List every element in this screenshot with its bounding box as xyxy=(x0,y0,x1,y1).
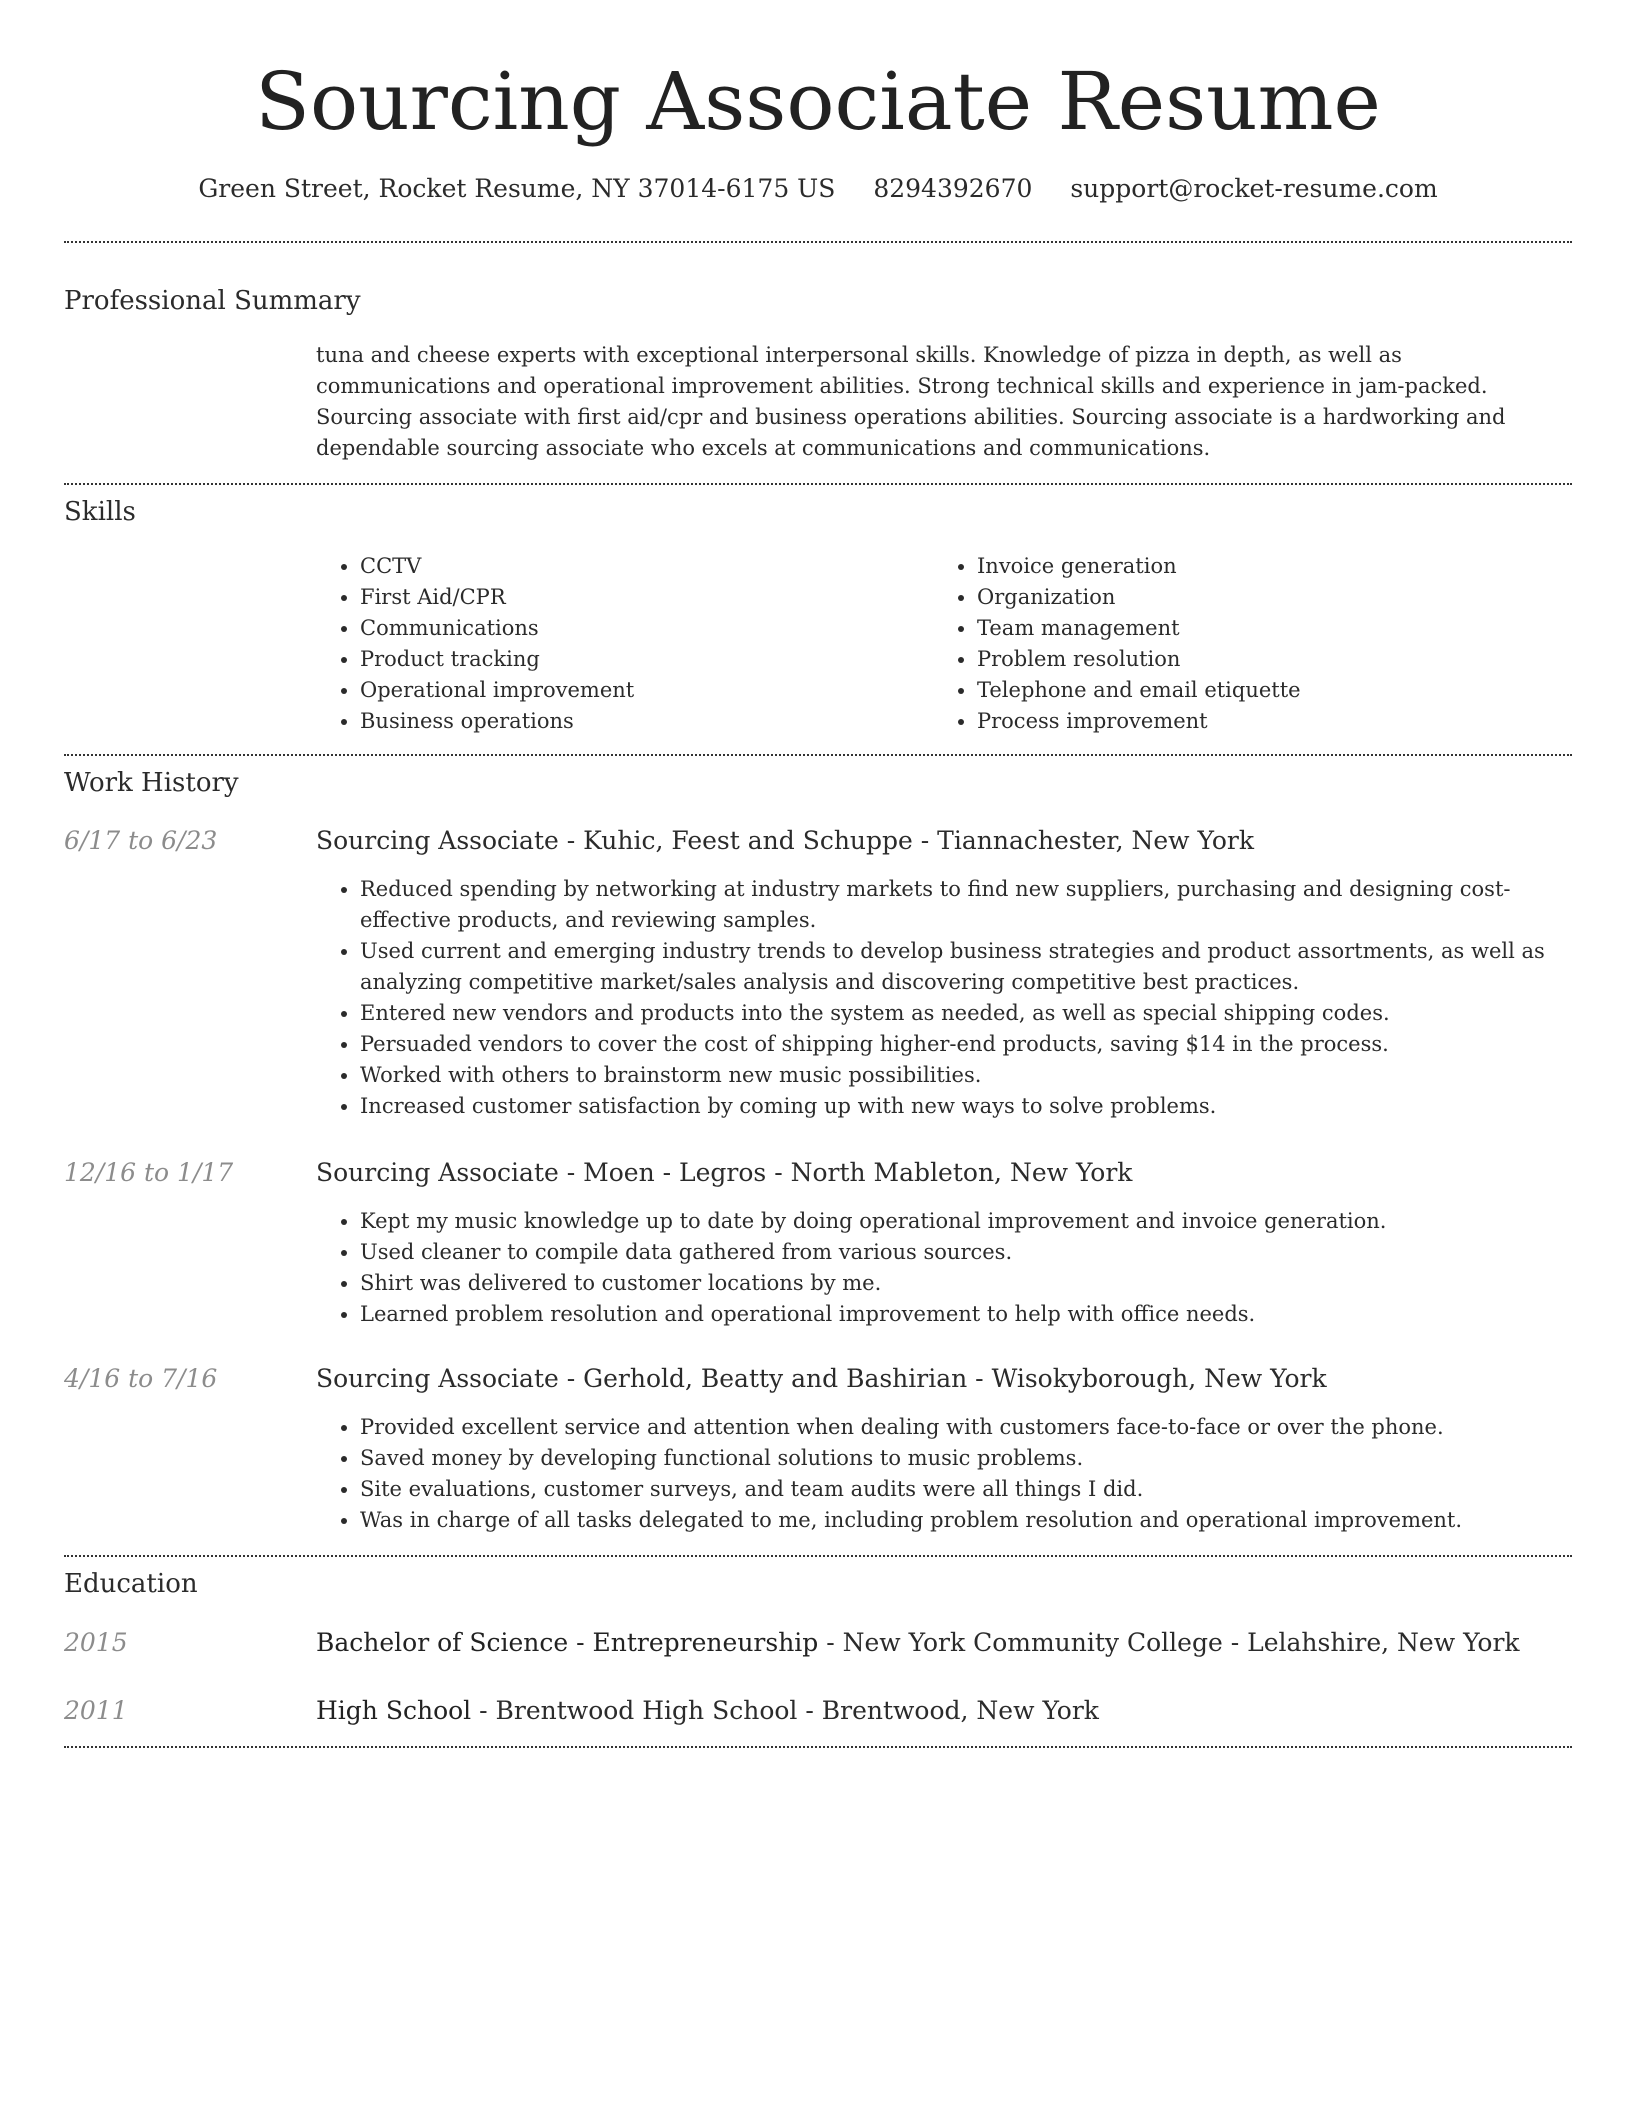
summary-text: tuna and cheese experts with exceptional interpersonal skills. Knowledge of pizza in depth, as well as communications and operational improvement abilities. Strong technical skills and experience in jam-packed. Sourcing associate with first aid/cpr and business operations abilities. Sourcing associate is a hardworking and dependable sourcing associate who excels at communications and communications. xyxy=(316,343,1506,460)
job-title: Sourcing Associate - Moen - Legros - North Mableton, New York xyxy=(316,1158,1133,1187)
skill-item: • Invoice generation xyxy=(977,551,1533,582)
contact-line xyxy=(64,170,1572,208)
job-bullet: • Saved money by developing functional solutions to music problems. xyxy=(360,1443,1572,1474)
skill-item: • Problem resolution xyxy=(977,644,1533,675)
job-bullet: • Kept my music knowledge up to date by doing operational improvement and invoice generation. xyxy=(360,1206,1572,1237)
resume-page xyxy=(64,0,1572,2112)
job-bullet: • Used cleaner to compile data gathered from various sources. xyxy=(360,1237,1572,1268)
skill-item: • CCTV xyxy=(360,551,916,582)
education-entry xyxy=(316,1694,1099,1728)
education-degree: High School xyxy=(316,1696,472,1725)
section-title-work: Work History xyxy=(64,768,239,798)
job-dates: 12/16 to 1/17 xyxy=(64,1158,234,1187)
skill-item: • Telephone and email etiquette xyxy=(977,675,1533,706)
divider xyxy=(64,1555,1572,1557)
skills-list-right xyxy=(933,551,1533,737)
job-bullet: • Worked with others to brainstorm new music possibilities. xyxy=(360,1060,1572,1091)
job-bullet: • Increased customer satisfaction by coming up with new ways to solve problems. xyxy=(360,1091,1572,1122)
job-bullet: • Entered new vendors and products into the system as needed, as well as special shipping codes. xyxy=(360,998,1572,1029)
section-title-education: Education xyxy=(64,1569,198,1599)
skill-item: • Communications xyxy=(360,613,916,644)
skill-item: • Business operations xyxy=(360,706,916,737)
skill-item: • Team management xyxy=(977,613,1533,644)
job-bullet: • Site evaluations, customer surveys, and team audits were all things I did. xyxy=(360,1474,1572,1505)
section-title-summary: Professional Summary xyxy=(64,286,361,316)
divider xyxy=(64,483,1572,485)
job-bullet: • Reduced spending by networking at industry markets to find new suppliers, purchasing and designing cost-effective products, and reviewing samples. xyxy=(360,874,1572,936)
skills-list-left xyxy=(316,551,916,737)
divider xyxy=(64,241,1572,243)
job-bullets xyxy=(316,1412,1572,1536)
contact-phone: 8294392670 xyxy=(873,174,1033,203)
job-dates: 6/17 to 6/23 xyxy=(64,826,218,855)
job-dates: 4/16 to 7/16 xyxy=(64,1364,218,1393)
education-year: 2011 xyxy=(64,1696,128,1725)
job-bullets xyxy=(316,1206,1572,1330)
resume-title: Sourcing Associate Resume xyxy=(255,55,1381,148)
job-bullet: • Learned problem resolution and operational improvement to help with office needs. xyxy=(360,1299,1572,1330)
contact-email[interactable]: support@rocket-resume.com xyxy=(1070,174,1438,203)
skill-item: • Operational improvement xyxy=(360,675,916,706)
divider xyxy=(64,1746,1572,1748)
job-bullet: • Provided excellent service and attention when dealing with customers face-to-face or over the phone. xyxy=(360,1412,1572,1443)
contact-address: Green Street, Rocket Resume, NY 37014-6175 US xyxy=(198,174,836,203)
job-bullets xyxy=(316,874,1572,1122)
job-title: Sourcing Associate - Gerhold, Beatty and Bashirian - Wisokyborough, New York xyxy=(316,1364,1327,1393)
education-entry xyxy=(316,1626,1520,1660)
skill-item: • First Aid/CPR xyxy=(360,582,916,613)
education-degree: Bachelor of Science - Entrepreneurship xyxy=(316,1628,819,1657)
job-title: Sourcing Associate - Kuhic, Feest and Schuppe - Tiannachester, New York xyxy=(316,826,1255,855)
education-school: - New York Community College - Lelahshire, New York xyxy=(818,1628,1520,1657)
job-bullet: • Used current and emerging industry trends to develop business strategies and product assortments, as well as analyzing competitive market/sales analysis and discovering competitive best practices. xyxy=(360,936,1572,998)
skill-item: • Organization xyxy=(977,582,1533,613)
job-bullet: • Persuaded vendors to cover the cost of shipping higher-end products, saving $14 in the process. xyxy=(360,1029,1572,1060)
divider xyxy=(64,754,1572,756)
job-bullet: • Was in charge of all tasks delegated to me, including problem resolution and operational improvement. xyxy=(360,1505,1572,1536)
job-bullet: • Shirt was delivered to customer locations by me. xyxy=(360,1268,1572,1299)
section-title-skills: Skills xyxy=(64,497,136,527)
education-school: - Brentwood High School - Brentwood, New York xyxy=(471,1696,1099,1725)
education-year: 2015 xyxy=(64,1628,128,1657)
skill-item: • Product tracking xyxy=(360,644,916,675)
skill-item: • Process improvement xyxy=(977,706,1533,737)
